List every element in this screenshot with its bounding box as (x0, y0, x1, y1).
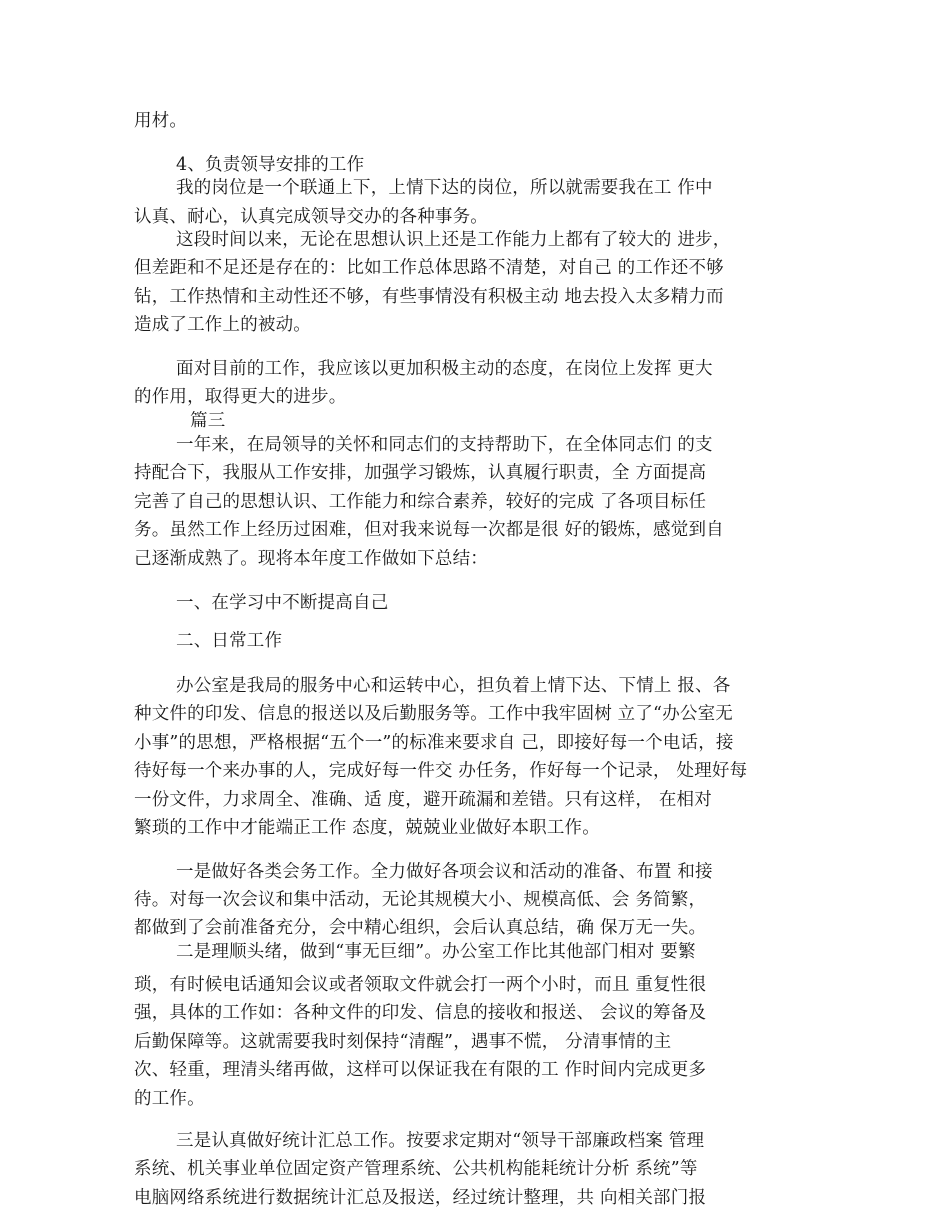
text-line: 的作用，取得更大的进步。 (134, 387, 347, 407)
text-line: 系统、机关事业单位固定资产管理系统、公共机构能耗统计分析 系统”等 (134, 1159, 698, 1179)
text-line: 后勤保障等。这就需要我时刻保持“清醒”，遇事不慌， 分清事情的主 (134, 1032, 672, 1052)
section-heading: 4、负责领导安排的工作 (176, 155, 365, 175)
text-line: 电脑网络系统进行数据统计汇总及报送，经过统计整理，共 向相关部门报 (134, 1188, 707, 1208)
text-line: 持配合下，我服从工作安排，加强学习锻炼，认真履行职责，全 方面提高 (134, 463, 707, 483)
text-line: 种文件的印发、信息的报送以及后勤服务等。工作中我牢固树 立了“办公室无 (134, 704, 734, 724)
text-line: 务。虽然工作上经历过困难，但对我来说每一次都是很 好的锻炼，感觉到自 (134, 520, 724, 540)
text-line: 面对目前的工作，我应该以更加积极主动的态度，在岗位上发挥 更大 (176, 359, 713, 379)
text-line: 但差距和不足还是存在的：比如工作总体思路不清楚，对自己 的工作还不够 (134, 258, 724, 278)
text-line: 己逐渐成熟了。现将本年度工作做如下总结： (134, 549, 488, 569)
text-line: 强，具体的工作如：各种文件的印发、信息的接收和报送、 会议的筹备及 (134, 1003, 707, 1023)
text-line: 一年来，在局领导的关怀和同志们的支持帮助下，在全体同志们 的支 (176, 435, 713, 455)
text-line: 完善了自己的思想认识、工作能力和综合素养，较好的完成 了各项目标任 (134, 492, 707, 512)
text-line: 待好每一个来办事的人，完成好每一件交 办任务，作好每一个记录， 处理好每 (134, 761, 748, 781)
text-line: 钻，工作热情和主动性还不够，有些事情没有积极主动 地去投入太多精力而 (134, 287, 724, 307)
text-line: 二是理顺头绪，做到“事无巨细”。办公室工作比其他部门相对 要繁 (176, 942, 696, 962)
text-line: 待。对每一次会议和集中活动，无论其规模大小、规模高低、会 务简繁， (134, 890, 707, 910)
section-title: 篇三 (190, 411, 226, 431)
text-line: 繁琐的工作中才能端正工作 态度，兢兢业业做好本职工作。 (134, 818, 600, 838)
text-line: 的工作。 (134, 1089, 205, 1109)
text-line: 琐，有时候电话通知会议或者领取文件就会打一两个小时，而且 重复性很 (134, 975, 707, 995)
text-line: 办公室是我局的服务中心和运转中心，担负着上情下达、下情上 报、各 (176, 676, 731, 696)
text-line: 我的岗位是一个联通上下，上情下达的岗位，所以就需要我在工 作中 (176, 178, 713, 198)
text-line: 次、轻重，理清头绪再做，这样可以保证我在有限的工 作时间内完成更多 (134, 1060, 707, 1080)
text-line: 认真、耐心，认真完成领导交办的各种事务。 (134, 207, 488, 227)
text-line: 这段时间以来，无论在思想认识上还是工作能力上都有了较大的 进步， (176, 230, 731, 250)
text-line: 一份文件，力求周全、准确、适 度，避开疏漏和差错。只有这样， 在相对 (134, 790, 712, 810)
section-heading: 二、日常工作 (176, 631, 283, 651)
text-line: 一是做好各类会务工作。全力做好各项会议和活动的准备、布置 和接 (176, 862, 713, 882)
text-line: 小事”的思想，严格根据“五个一”的标准来要求自 己，即接好每一个电话，接 (134, 733, 734, 753)
text-line: 都做到了会前准备充分，会中精心组织，会后认真总结，确 保万无一失。 (134, 918, 707, 938)
section-heading: 一、在学习中不断提高自己 (176, 593, 389, 613)
text-line: 造成了工作上的被动。 (134, 315, 311, 335)
text-line: 三是认真做好统计汇总工作。按要求定期对“领导干部廉政档案 管理 (176, 1131, 705, 1151)
text-line: 用材。 (134, 111, 188, 131)
